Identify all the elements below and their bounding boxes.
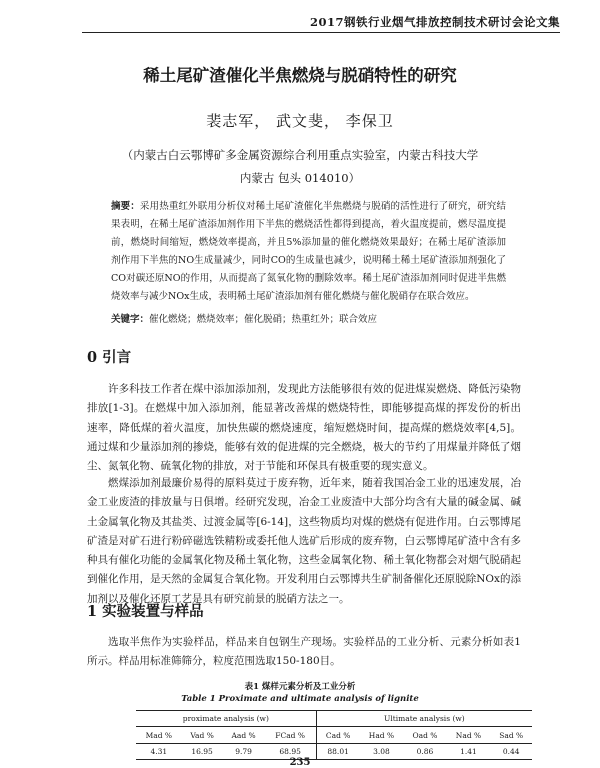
column-header: Aad % [223, 727, 265, 744]
column-header: Nad % [447, 727, 491, 744]
group-header-proximate: proximate analysis (w) [136, 711, 316, 727]
paper-title: 稀土尾矿渣催化半焦燃烧与脱硝特性的研究 [143, 66, 457, 85]
table-caption-en: Table 1 Proximate and ultimate analysis of lignite [181, 694, 419, 704]
intro-paragraph-2: 燃煤添加剂最廉价易得的原料莫过于废弃物，近年来，随着我国冶金工业的迅速发展，冶金工业废渣的排放量与日俱增。经研究发现，冶金工业废渣中大部分均含有大量的碱金属、碱土金属氧化物及其盐类、过渡金属等[6-14]，这些物质均对煤的燃烧有促进作用。白云鄂博尾矿渣是对矿石进行粉碎磁选铁精粉或委托他人选矿后形成的废弃物，白云鄂博尾矿渣中含有多种具有催化功能的金属氧化物及稀土氧化物，这些金属氧化物、稀土氧化物都会对烟气脱硝起到催化作用，是天然的金属复合氧化物。开发利用白云鄂博共生矿制备催化还原脱除NOx的添加剂以及催化还原工艺是具有研究前景的脱硝方法之一。 [87, 477, 521, 605]
table-cell: 3.08 [360, 744, 404, 760]
table-caption-zh: 表1 煤样元素分析及工业分析 [244, 682, 356, 692]
analysis-table [136, 710, 532, 760]
column-header: Mad % [136, 727, 182, 744]
column-header: Sad % [490, 727, 532, 744]
keywords-label: 关键字： [111, 314, 150, 325]
column-header: Oad % [403, 727, 446, 744]
experimental-paragraph-1: 选取半焦作为实验样品，样品来自包钢生产现场。实验样品的工业分析、元素分析如表1所示。样品用标准筛筛分，粒度范围选取150-180目。 [87, 636, 521, 668]
header-rule [82, 32, 560, 33]
abstract-text: 采用热重红外联用分析仪对稀土尾矿渣催化半焦燃烧与脱硝的活性进行了研究，研究结果表明，在稀土尾矿渣添加剂作用下半焦的燃烧活性都得到提高，着火温度提前，燃尽温度提前，燃烧时间缩短，燃烧效率提高，并且5%添加量的催化燃烧效果最好；在稀土尾矿渣添加剂作用下半焦的NO生成量减少，同时CO的生成量也减少，说明稀土稀土尾矿渣添加剂强化了CO对碳还原NO的作用，从而提高了氮氧化物的删除效率。稀土尾矿渣添加剂同时促进半焦燃烧效率与减少NOx生成，表明稀土尾矿渣添加剂有催化燃烧与催化脱硝存在联合效应。 [111, 201, 506, 302]
abstract-label: 摘要： [111, 201, 140, 212]
group-header-ultimate: Ultimate analysis (w) [316, 711, 532, 727]
column-header: Cad % [316, 727, 359, 744]
table-cell: 9.79 [223, 744, 265, 760]
table-cell: 16.95 [182, 744, 223, 760]
table-cell: 0.44 [490, 744, 532, 760]
author-list: 裴志军， 武文斐， 李保卫 [206, 112, 394, 130]
keywords-text: 催化燃烧；燃烧效率；催化脱硝；热重红外；联合效应 [149, 314, 378, 325]
table-cell: 1.41 [447, 744, 491, 760]
column-header: FCad % [265, 727, 317, 744]
table-column-header-row [136, 727, 532, 744]
affiliation-line-2: 内蒙古 包头 014010） [239, 171, 361, 185]
table-group-header-row [136, 711, 532, 727]
table-cell: 4.31 [136, 744, 182, 760]
section-heading-introduction: 0 引言 [87, 349, 132, 366]
page-number: 235 [289, 757, 311, 768]
section-heading-experimental: 1 实验装置与样品 [87, 603, 204, 620]
table-cell: 68.95 [265, 744, 317, 760]
column-header: Vad % [182, 727, 223, 744]
table-cell: 0.86 [403, 744, 446, 760]
abstract [111, 198, 506, 306]
affiliation-line-1: （内蒙古白云鄂博矿多金属资源综合利用重点实验室，内蒙古科技大学 [121, 148, 479, 162]
running-header: 2017钢铁行业烟气排放控制技术研讨会论文集 [309, 15, 560, 29]
column-header: Had % [360, 727, 404, 744]
intro-paragraph-1: 许多科技工作者在煤中添加添加剂，发现此方法能够很有效的促进煤炭燃烧、降低污染物排放[1-3]。在燃煤中加入添加剂，能显著改善煤的燃烧特性，即能够提高煤的挥发份的析出速率，降低煤的着火温度，加快焦碳的燃烧速度，缩短燃烧时间，提高煤的燃烧效率[4,5]。通过煤和少量添加剂的掺烧，能够有效的促进煤的完全燃烧，极大的节约了用煤量并降低了烟尘、氮氧化物、硫氧化物的排放，对于节能和环保具有极重要的现实意义。 [87, 383, 521, 473]
table-cell: 88.01 [316, 744, 359, 760]
keywords [111, 311, 506, 325]
